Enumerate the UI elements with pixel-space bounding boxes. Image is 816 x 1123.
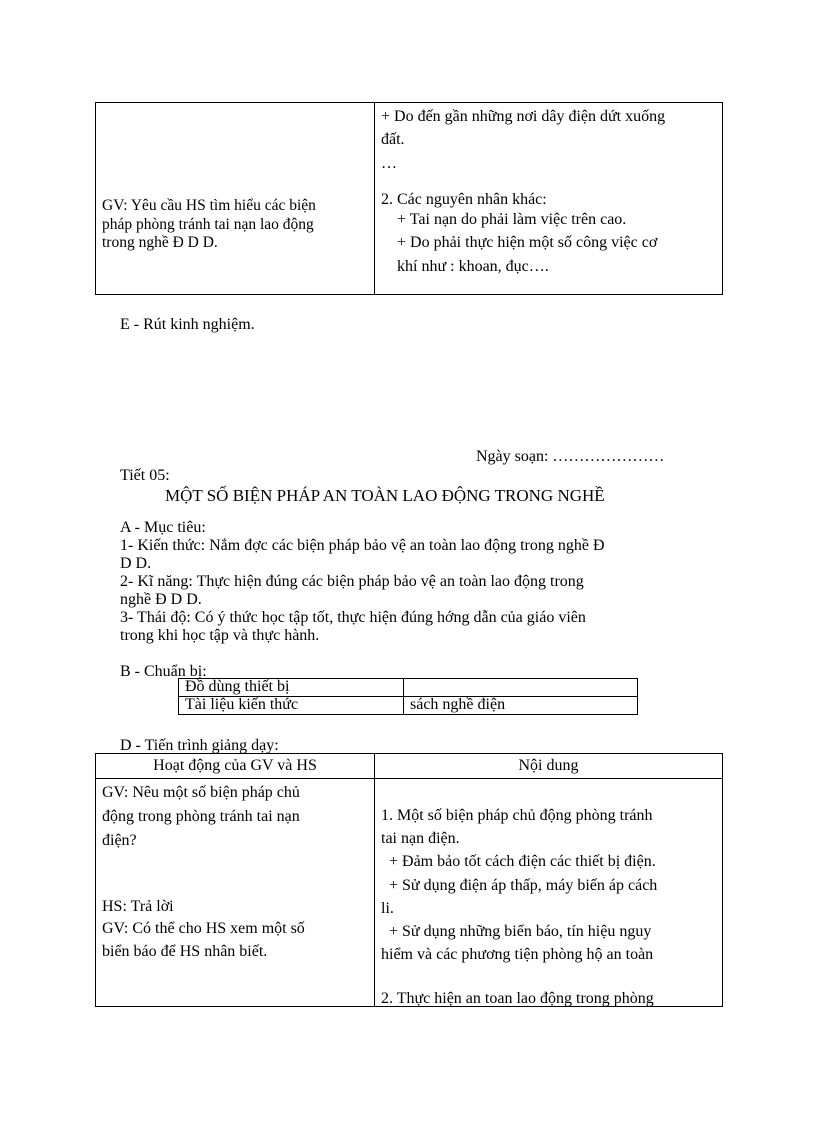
objective-line: 1- Kiến thức: Nắm đợc các biện pháp bảo vệ an toàn lao động trong nghề Đ (120, 537, 605, 554)
process-col-header (96, 754, 375, 779)
page-title: MỘT SỐ BIỆN PHÁP AN TOÀN LAO ĐỘNG TRONG NGHỀ (165, 486, 605, 505)
top-right-line: … (381, 155, 397, 172)
objective-line: trong khi học tập và thực hành. (120, 627, 320, 644)
objective-line: 3- Thái độ: Có ý thức học tập tốt, thực hiện đúng hớng dẫn của giáo viên (120, 609, 586, 626)
date-line: Ngày soạn: ………………… (476, 448, 665, 465)
process-heading: D - Tiến trình giảng dạy: (120, 737, 279, 754)
process-right-line: + Đảm bảo tốt cách điện các thiết bị điện. (389, 853, 656, 870)
process-right-line: + Sử dụng điện áp thấp, máy biến áp cách (389, 877, 658, 894)
objectives-heading: A - Mục tiêu: (120, 519, 206, 536)
top-left-line: GV: Yêu cầu HS tìm hiểu các biện (102, 197, 316, 214)
prep-label: Đồ dùng thiết bị (185, 678, 290, 695)
process-left-line: GV: Nêu một số biện pháp chủ (102, 784, 300, 801)
process-left-line: GV: Có thể cho HS xem một số (102, 920, 305, 937)
process-right-line: li. (381, 900, 394, 917)
prep-label: Tài liệu kiến thức (185, 696, 299, 713)
top-left-line: pháp phòng tránh tai nạn lao động (102, 216, 314, 233)
process-right-line: + Sử dụng những biển báo, tín hiệu nguy (389, 923, 652, 940)
objective-line: D D. (120, 555, 152, 572)
preparation-heading: B - Chuẩn bị: (120, 663, 207, 680)
col-header-activity: Hoạt động của GV và HS (153, 757, 317, 775)
process-right-cell (375, 779, 723, 1007)
process-right-line: 1. Một số biện pháp chủ động phòng tránh (381, 807, 653, 824)
section-e-heading: E - Rút kinh nghiệm. (120, 316, 255, 333)
top-right-line: 2. Các nguyên nhân khác: (381, 191, 547, 208)
process-left-line: HS: Trả lời (102, 898, 174, 915)
process-left-line: động trong phòng tránh tai nạn (102, 808, 300, 825)
top-right-line: + Do phải thực hiện một số công việc cơ (397, 234, 658, 251)
top-table-left-cell (96, 103, 375, 295)
prep-label-cell (179, 679, 404, 697)
preparation-table (178, 678, 638, 715)
prep-value-cell (404, 679, 638, 697)
top-table (95, 102, 723, 295)
col-header-content: Nội dung (518, 757, 579, 775)
objective-line: nghề Đ D D. (120, 591, 202, 608)
prep-label-cell (179, 697, 404, 715)
process-left-line: điện? (102, 832, 137, 849)
top-right-line: đất. (381, 131, 405, 148)
process-col-header (375, 754, 723, 779)
top-table-right-cell (375, 103, 723, 295)
prep-value-cell (404, 697, 638, 715)
lesson-number: Tiết 05: (120, 467, 170, 484)
top-right-line: + Tai nạn do phải làm việc trên cao. (397, 211, 627, 228)
top-right-line: khí như : khoan, đục…. (397, 258, 549, 275)
process-right-line: tai nạn điện. (381, 830, 460, 847)
process-left-cell (96, 779, 375, 1007)
objective-line: 2- Kĩ năng: Thực hiện đúng các biện pháp bảo vệ an toàn lao động trong (120, 573, 584, 590)
top-left-line: trong nghề Đ D D. (102, 234, 218, 251)
top-right-line: + Do đến gần những nơi dây điện dứt xuống (381, 108, 666, 125)
prep-value: sách nghề điện (410, 696, 506, 713)
process-table (95, 753, 723, 1007)
process-right-line: hiểm và các phương tiện phòng hộ an toàn (381, 946, 654, 963)
process-right-line: 2. Thực hiện an toan lao động trong phòng (381, 990, 654, 1007)
process-left-line: biển báo để HS nhân biết. (102, 943, 268, 960)
